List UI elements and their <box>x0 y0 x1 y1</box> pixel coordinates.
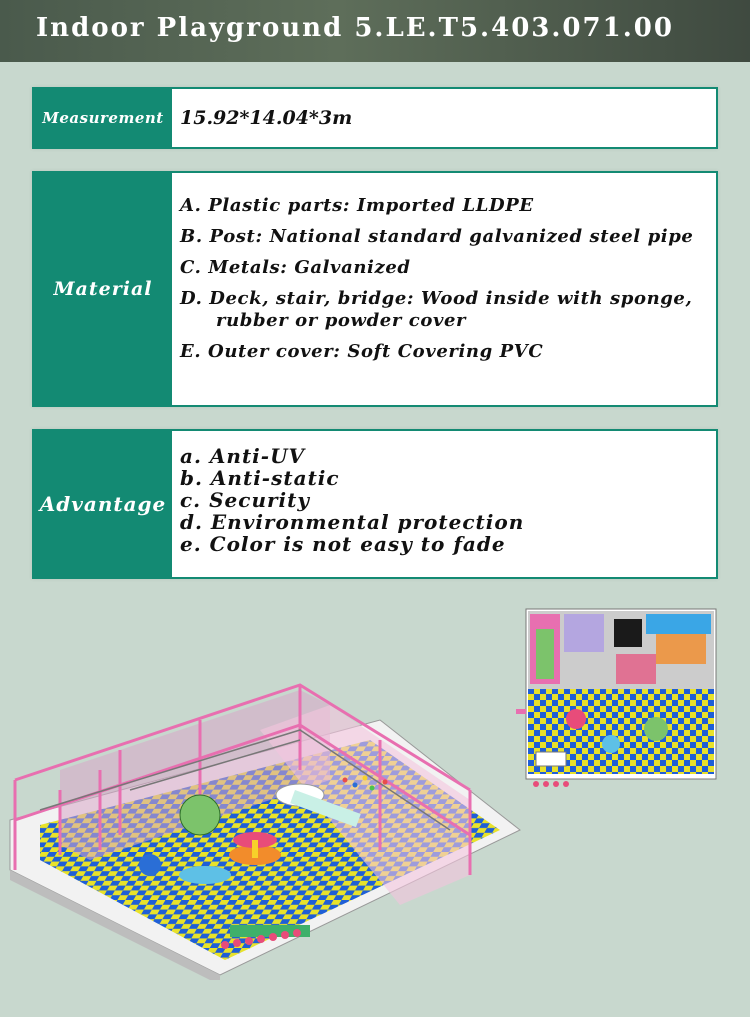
measurement-label: Measurement <box>34 89 172 147</box>
material-item-d-continuation: rubber or powder cover <box>216 310 467 331</box>
advantage-item-c: c. Security <box>180 488 310 512</box>
material-panel <box>32 171 718 407</box>
advantage-label: Advantage <box>34 431 172 577</box>
material-list <box>180 173 708 405</box>
advantage-item-e: e. Color is not easy to fade <box>180 532 506 556</box>
playground-top-view-image <box>516 604 726 799</box>
advantage-item-d: d. Environmental protection <box>180 510 525 534</box>
advantage-item-b: b. Anti-static <box>180 466 340 490</box>
material-item-d: D. Deck, stair, bridge: Wood inside with sponge, <box>180 288 693 309</box>
material-item-b: B. Post: National standard galvanized steel pipe <box>180 226 694 247</box>
material-item-e: E. Outer cover: Soft Covering PVC <box>180 341 544 362</box>
material-label: Material <box>34 173 172 405</box>
advantage-list <box>180 431 708 577</box>
page-title: Indoor Playground 5.LE.T5.403.071.00 <box>36 13 674 43</box>
advantage-item-a: a. Anti-UV <box>180 444 306 468</box>
measurement-panel <box>32 87 718 149</box>
material-item-c: C. Metals: Galvanized <box>180 257 411 278</box>
material-item-a: A. Plastic parts: Imported LLDPE <box>180 195 534 216</box>
measurement-value: 15.92*14.04*3m <box>180 107 353 129</box>
advantage-panel <box>32 429 718 579</box>
title-banner <box>0 0 750 62</box>
playground-render-image <box>0 660 530 980</box>
